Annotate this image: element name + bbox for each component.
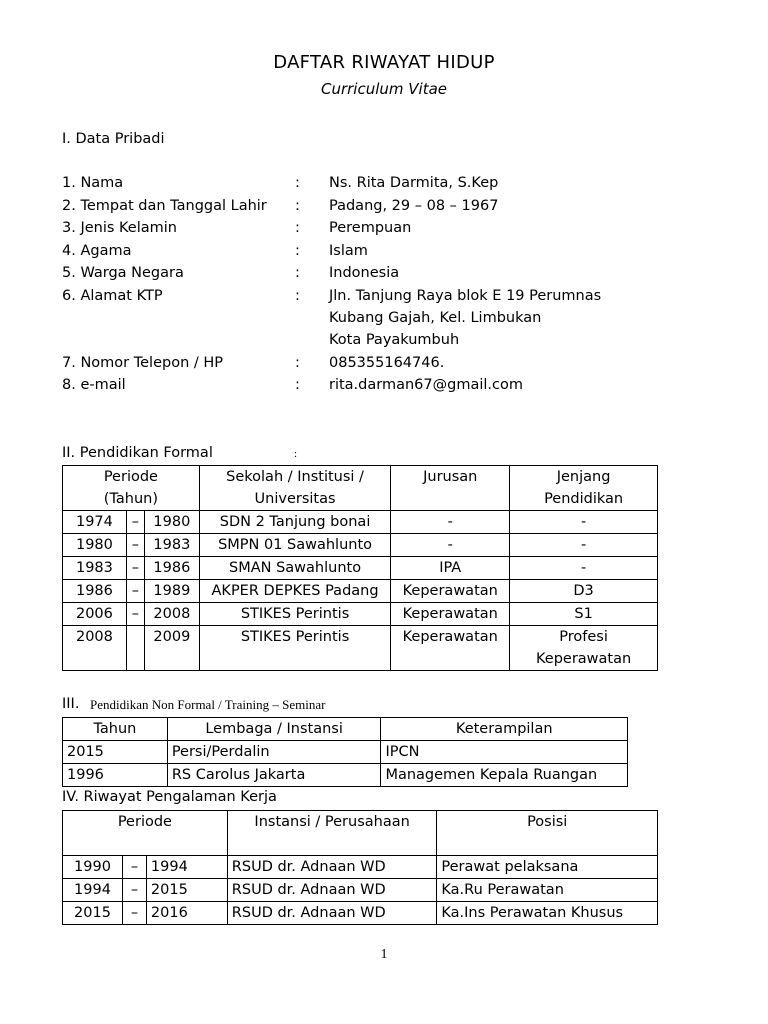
major: -: [391, 534, 510, 557]
personal-value: Indonesia: [329, 265, 400, 281]
section-1-heading: I. Data Pribadi: [62, 131, 165, 147]
header-keterampilan: Keterampilan: [381, 718, 628, 741]
year-from: 1980: [63, 534, 127, 557]
personal-sep: :: [295, 220, 300, 236]
header-periode: Periode: [63, 811, 228, 856]
table-header-row: [63, 718, 628, 741]
year-from: 1994: [63, 879, 123, 902]
header-jenjang: Jenjang Pendidikan: [510, 466, 658, 511]
table-row: [63, 511, 658, 534]
header-tahun: Tahun: [63, 718, 168, 741]
table-header-row: [63, 466, 658, 511]
table-row: [63, 580, 658, 603]
level: -: [510, 511, 658, 534]
personal-value: Perempuan: [329, 220, 412, 236]
personal-value: Ns. Rita Darmita, S.Kep: [329, 175, 499, 191]
position: Perawat pelaksana: [437, 856, 658, 879]
year-to: 2009: [144, 626, 199, 671]
table-row: [63, 879, 658, 902]
institution: RSUD dr. Adnaan WD: [227, 879, 437, 902]
work-experience-table: [62, 810, 658, 925]
table-row: [63, 557, 658, 580]
dash: –: [126, 511, 144, 534]
level: -: [510, 534, 658, 557]
year-from: 1986: [63, 580, 127, 603]
dash: –: [122, 879, 146, 902]
year-to: 1989: [144, 580, 199, 603]
year-from: 1983: [63, 557, 127, 580]
major: -: [391, 511, 510, 534]
skill: Managemen Kepala Ruangan: [381, 764, 628, 787]
year-from: 2008: [63, 626, 127, 671]
major: Keperawatan: [391, 603, 510, 626]
major: Keperawatan: [391, 626, 510, 671]
training-table: [62, 717, 628, 787]
personal-value: Kota Payakumbuh: [329, 332, 460, 348]
personal-label: 1. Nama: [62, 175, 124, 191]
personal-value: Kubang Gajah, Kel. Limbukan: [329, 310, 542, 326]
dash: –: [126, 580, 144, 603]
personal-value: rita.darman67@gmail.com: [329, 377, 523, 393]
dash: –: [126, 603, 144, 626]
level: D3: [510, 580, 658, 603]
school: STIKES Perintis: [199, 603, 390, 626]
institution: Persi/Perdalin: [167, 741, 381, 764]
personal-sep: :: [295, 265, 300, 281]
year: 2015: [63, 741, 168, 764]
year-to: 2008: [144, 603, 199, 626]
major: IPA: [391, 557, 510, 580]
year-from: 1974: [63, 511, 127, 534]
level: S1: [510, 603, 658, 626]
year: 1996: [63, 764, 168, 787]
personal-label: 6. Alamat KTP: [62, 288, 163, 304]
document-title: DAFTAR RIWAYAT HIDUP: [273, 52, 495, 73]
dash: [126, 626, 144, 671]
personal-label: 8. e-mail: [62, 377, 126, 393]
document-subtitle: Curriculum Vitae: [320, 80, 448, 98]
formal-education-table: [62, 465, 658, 671]
table-row: [63, 603, 658, 626]
year-to: 1983: [144, 534, 199, 557]
header-posisi: Posisi: [437, 811, 658, 856]
personal-sep: :: [295, 377, 300, 393]
personal-label: 7. Nomor Telepon / HP: [62, 355, 224, 371]
position: Ka.Ru Perawatan: [437, 879, 658, 902]
level: -: [510, 557, 658, 580]
section-2-heading: II. Pendidikan Formal: [62, 445, 213, 461]
year-from: 1990: [63, 856, 123, 879]
header-jurusan: Jurusan: [391, 466, 510, 511]
page-number: 1: [380, 947, 388, 962]
personal-sep: :: [295, 198, 300, 214]
personal-sep: :: [295, 288, 300, 304]
school: AKPER DEPKES Padang: [199, 580, 390, 603]
table-row: [63, 626, 658, 671]
dash: –: [126, 534, 144, 557]
position: Ka.Ins Perawatan Khusus: [437, 902, 658, 925]
year-to: 1980: [144, 511, 199, 534]
year-from: 2015: [63, 902, 123, 925]
header-periode: Periode (Tahun): [63, 466, 200, 511]
header-instansi: Instansi / Perusahaan: [227, 811, 437, 856]
school: SMAN Sawahlunto: [199, 557, 390, 580]
personal-value: 085355164746.: [329, 355, 445, 371]
school: STIKES Perintis: [199, 626, 390, 671]
school: SDN 2 Tanjung bonai: [199, 511, 390, 534]
table-row: [63, 741, 628, 764]
section-4-heading: IV. Riwayat Pengalaman Kerja: [62, 789, 277, 805]
skill: IPCN: [381, 741, 628, 764]
table-row: [63, 764, 628, 787]
header-lembaga: Lembaga / Instansi: [167, 718, 381, 741]
dash: –: [122, 856, 146, 879]
year-to: 2015: [146, 879, 227, 902]
year-to: 1994: [146, 856, 227, 879]
personal-value: Islam: [329, 243, 368, 259]
table-row: [63, 534, 658, 557]
personal-sep: :: [295, 175, 300, 191]
header-sekolah: Sekolah / Institusi / Universitas: [199, 466, 390, 511]
institution: RSUD dr. Adnaan WD: [227, 856, 437, 879]
personal-value: Jln. Tanjung Raya blok E 19 Perumnas: [329, 288, 602, 304]
personal-sep: :: [295, 355, 300, 371]
institution: RS Carolus Jakarta: [167, 764, 381, 787]
personal-label: 2. Tempat dan Tanggal Lahir: [62, 198, 267, 214]
personal-label: 4. Agama: [62, 243, 132, 259]
institution: RSUD dr. Adnaan WD: [227, 902, 437, 925]
personal-value: Padang, 29 – 08 – 1967: [329, 198, 499, 214]
dash: –: [126, 557, 144, 580]
school: SMPN 01 Sawahlunto: [199, 534, 390, 557]
table-row: [63, 856, 658, 879]
table-row: [63, 902, 658, 925]
year-to: 2016: [146, 902, 227, 925]
year-from: 2006: [63, 603, 127, 626]
major: Keperawatan: [391, 580, 510, 603]
table-header-row: [63, 811, 658, 856]
personal-sep: :: [295, 243, 300, 259]
section-3-heading: Pendidikan Non Formal / Training – Seminar: [90, 697, 326, 712]
personal-label: 3. Jenis Kelamin: [62, 220, 177, 236]
level: Profesi Keperawatan: [510, 626, 658, 671]
section-2-colon: :: [294, 448, 298, 460]
dash: –: [122, 902, 146, 925]
year-to: 1986: [144, 557, 199, 580]
section-3-prefix: III.: [62, 696, 80, 712]
personal-label: 5. Warga Negara: [62, 265, 184, 281]
